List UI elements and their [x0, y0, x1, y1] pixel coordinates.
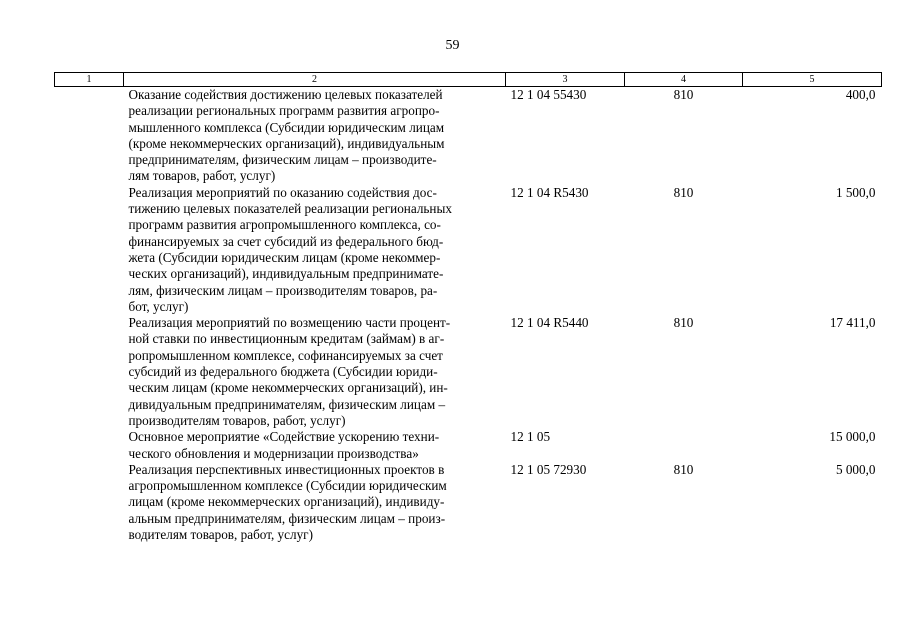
- row-expense-type: 810: [673, 461, 694, 477]
- description-line: мышленного комплекса (Субсидии юридическим лицам: [128, 119, 445, 135]
- description-line: лям, физическим лицам – производителям товаров, ра-: [128, 282, 438, 298]
- description-line: лям товаров, работ, услуг): [128, 168, 276, 184]
- description-line: субсидий из федерального бюджета (Субсидии юриди-: [128, 364, 438, 380]
- header-col-3: 3: [506, 73, 625, 87]
- row-code: 12 1 04 55430: [510, 87, 587, 102]
- description-line: Реализация перспективных инвестиционных проектов в: [128, 461, 445, 477]
- header-col-4: 4: [625, 73, 743, 87]
- row-amount: 1 500,0: [835, 184, 876, 200]
- description-line: жета (Субсидии юридическим лицам (кроме некоммер-: [128, 249, 441, 265]
- page-number: 59: [445, 38, 460, 53]
- header-col-5: 5: [743, 73, 882, 87]
- row-expense-type: 810: [673, 315, 694, 331]
- row-description: [124, 315, 506, 429]
- row-expense-type: 810: [673, 87, 694, 102]
- description-line: ческим лицам (кроме некоммерческих организаций), ин-: [128, 380, 448, 396]
- description-line: ропромышленном комплексе, софинансируемых за счет: [128, 347, 443, 363]
- description-line: программ развития агропромышленного комплекса, со-: [128, 217, 441, 233]
- description-line: лицам (кроме некоммерческих организаций), индивиду-: [128, 494, 445, 510]
- description-line: водителям товаров, работ, услуг): [128, 527, 313, 543]
- header-row: [55, 73, 882, 87]
- row-expense-type: 810: [673, 184, 694, 200]
- description-line: дивидуальным предпринимателям, физическим лицам –: [128, 396, 446, 412]
- description-line: бот, услуг): [128, 298, 189, 314]
- description-line: ной ставки по инвестиционным кредитам (займам) в аг-: [128, 331, 445, 347]
- description-line: ческого обновления и модернизации производства»: [128, 445, 419, 461]
- description-line: финансируемых за счет субсидий из федерального бюд-: [128, 233, 444, 249]
- row-amount: 5 000,0: [835, 461, 876, 477]
- row-number-cell: [55, 462, 124, 543]
- header-col-2: 2: [124, 73, 506, 87]
- row-description: [124, 429, 506, 462]
- row-description: [124, 185, 506, 315]
- description-line: ческих организаций), индивидуальным предпринимате-: [128, 266, 444, 282]
- row-code: 12 1 05: [510, 429, 551, 445]
- row-expense-type: [625, 429, 743, 462]
- table-header: [55, 73, 882, 87]
- table-body: [55, 87, 882, 544]
- row-number-cell: [55, 185, 124, 315]
- budget-table: [54, 72, 882, 543]
- description-line: тижению целевых показателей реализации региональных: [128, 201, 452, 217]
- description-line: (кроме некоммерческих организаций), индивидуальным: [128, 135, 445, 151]
- row-number-cell: [55, 87, 124, 185]
- row-description: [124, 87, 506, 185]
- description-line: альным предпринимателям, физическим лицам – произ-: [128, 510, 446, 526]
- table-row: [55, 315, 882, 429]
- row-amount: 15 000,0: [829, 429, 876, 445]
- header-col-1: 1: [55, 73, 124, 87]
- row-code: 12 1 05 72930: [510, 461, 587, 477]
- description-line: производителям товаров, работ, услуг): [128, 412, 346, 428]
- row-code: 12 1 04 R5440: [510, 315, 589, 331]
- row-number-cell: [55, 315, 124, 429]
- description-line: Оказание содействия достижению целевых показателей: [128, 87, 443, 102]
- description-line: реализации региональных программ развития агропро-: [128, 103, 440, 119]
- table-row: [55, 185, 882, 315]
- table-row: [55, 87, 882, 185]
- description-line: агропромышленном комплексе (Субсидии юридическим: [128, 478, 447, 494]
- row-amount: 400,0: [845, 87, 876, 102]
- table-row: [55, 462, 882, 543]
- description-line: Основное мероприятие «Содействие ускорению техни-: [128, 429, 440, 445]
- row-description: [124, 462, 506, 543]
- table-row: [55, 429, 882, 462]
- description-line: Реализация мероприятий по оказанию содействия дос-: [128, 184, 437, 200]
- row-code: 12 1 04 R5430: [510, 184, 589, 200]
- description-line: Реализация мероприятий по возмещению части процент-: [128, 315, 451, 331]
- row-number-cell: [55, 429, 124, 462]
- description-line: предпринимателям, физическим лицам – производите-: [128, 152, 437, 168]
- row-amount: 17 411,0: [829, 315, 876, 331]
